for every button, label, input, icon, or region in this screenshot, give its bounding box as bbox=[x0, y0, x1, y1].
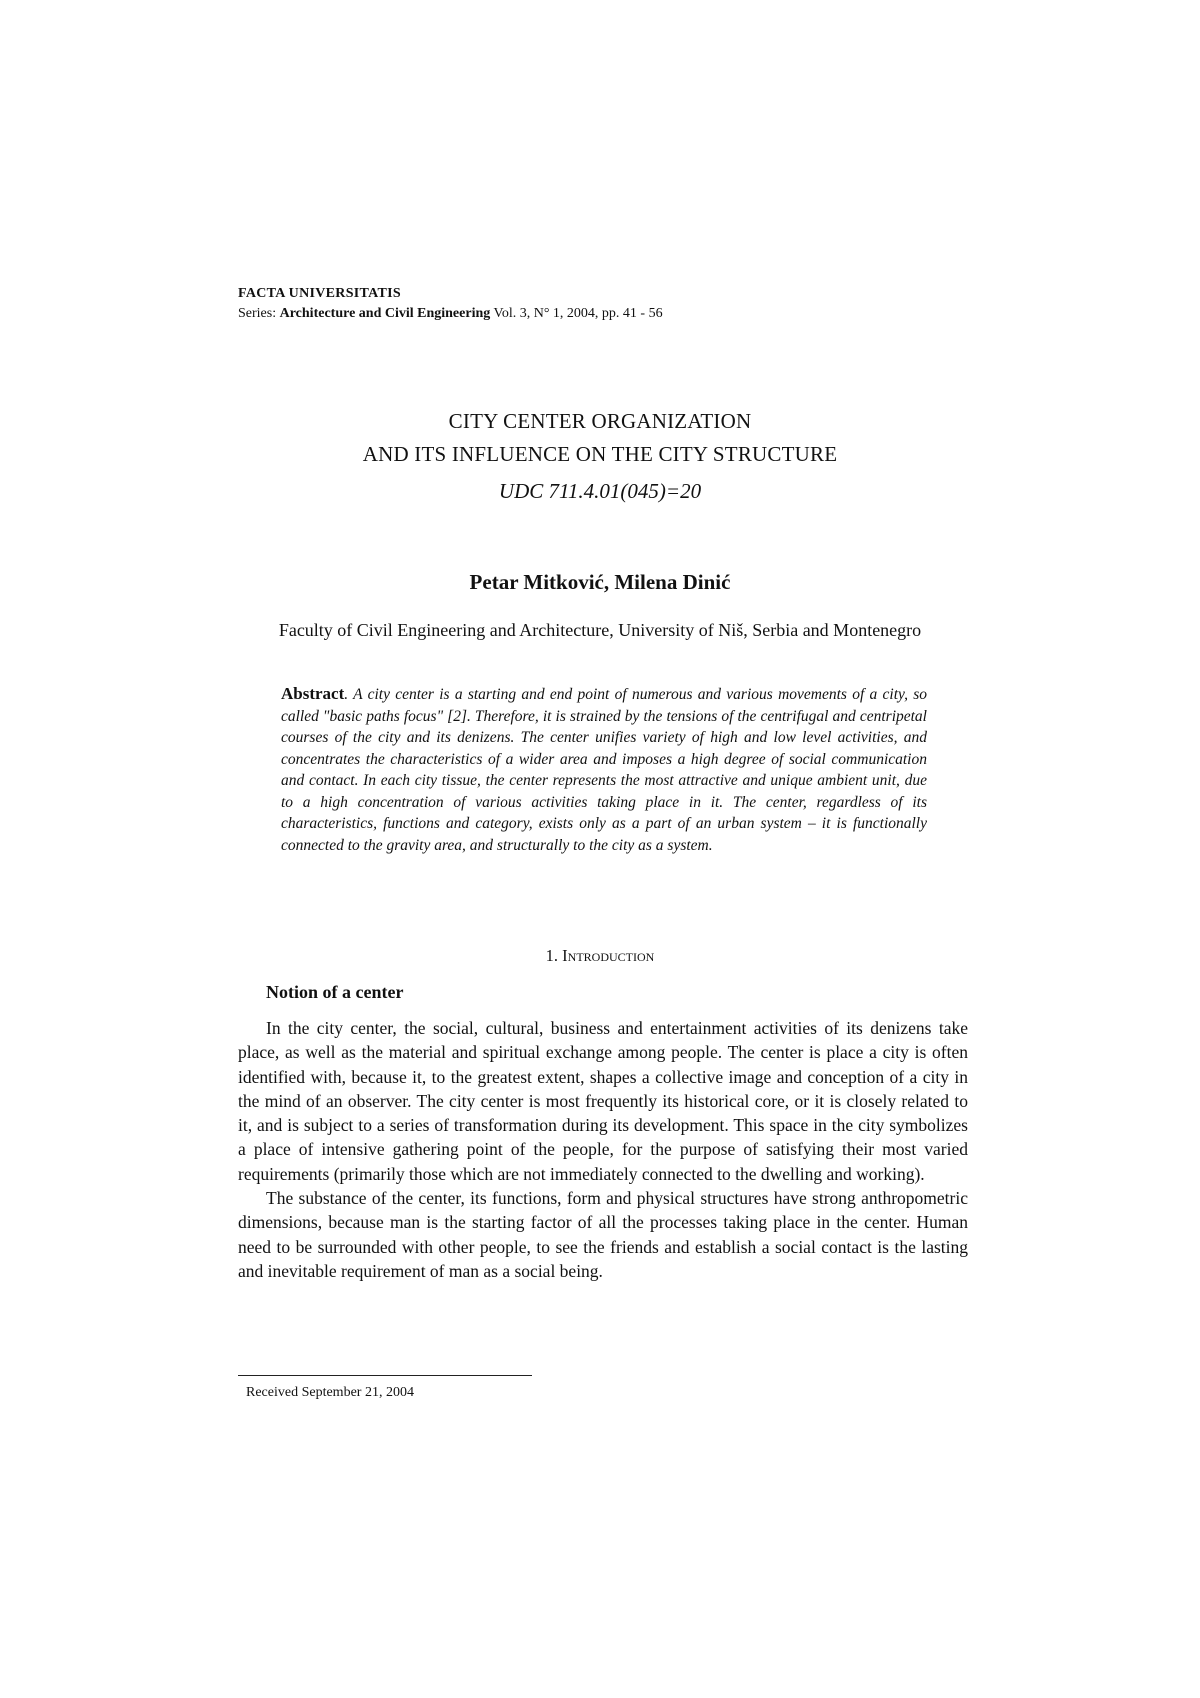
udc-code: UDC 711.4.01(045)=20 bbox=[498, 479, 702, 503]
paper-title-block bbox=[0, 405, 1200, 504]
section-heading bbox=[0, 946, 1200, 966]
paragraph: In the city center, the social, cultural, business and entertainment activities of its denizens take place, as well as the material and spiritual exchange among people. The center is place a city is often identified with, because it, to the greatest extent, shapes a collective image and conception of a city in the mind of an observer. The city center is most frequently its historical core, or it is closely related to it, and is subject to a series of transformation during its development. This space in the city symbolizes a place of intensive gathering point of the people, for the purpose of satisfying their most varied requirements (primarily those which are not immediately connected to the dwelling and working). bbox=[238, 1018, 968, 1184]
series-prefix: Series: bbox=[238, 306, 280, 321]
subsection-heading: Notion of a center bbox=[266, 982, 404, 1002]
abstract-text: . A city center is a starting and end point of numerous and various movements of a city, so called "basic paths focus" [2]. Therefore, it is strained by the tensions of the centrifugal and centripetal courses of the city and its denizens. The center unifies variety of high and low level activities, and concentrates the characteristics of a wider area and imposes a high degree of social communication and contact. In each city tissue, the center represents the most attractive and unique ambient unit, due to a high concentration of various activities taking place in it. The center, regardless of its characteristics, functions and category, exists only as a part of an urban system – it is functionally connected to the gravity area, and structurally to the city as a system. bbox=[281, 686, 927, 854]
journal-name: FACTA UNIVERSITATIS bbox=[238, 286, 401, 301]
section-title: Introduction bbox=[562, 946, 655, 965]
body-text bbox=[238, 1016, 968, 1283]
paper-title-line-2: AND ITS INFLUENCE ON THE CITY STRUCTURE bbox=[362, 442, 838, 466]
abstract bbox=[281, 683, 927, 856]
series-line bbox=[238, 304, 663, 324]
journal-header bbox=[238, 284, 663, 324]
paper-title-line-1: CITY CENTER ORGANIZATION bbox=[448, 409, 752, 433]
series-name: Architecture and Civil Engineering bbox=[279, 306, 491, 321]
footnote-received-date: Received September 21, 2004 bbox=[246, 1385, 414, 1400]
abstract-label: Abstract bbox=[281, 684, 345, 703]
authors: Petar Mitković, Milena Dinić bbox=[469, 570, 731, 594]
affiliation: Faculty of Civil Engineering and Architecture, University of Niš, Serbia and Montenegro bbox=[278, 620, 922, 640]
section-number: 1. bbox=[545, 946, 563, 965]
paragraph: The substance of the center, its functions, form and physical structures have strong anthropometric dimensions, because man is the starting factor of all the processes taking place in the center. Human need to be surrounded with other people, to see the friends and establish a social contact is the lasting and inevitable requirement of man as a social being. bbox=[238, 1188, 968, 1281]
series-details: Vol. 3, N° 1, 2004, pp. 41 - 56 bbox=[490, 306, 663, 321]
footnote-divider bbox=[238, 1375, 532, 1376]
